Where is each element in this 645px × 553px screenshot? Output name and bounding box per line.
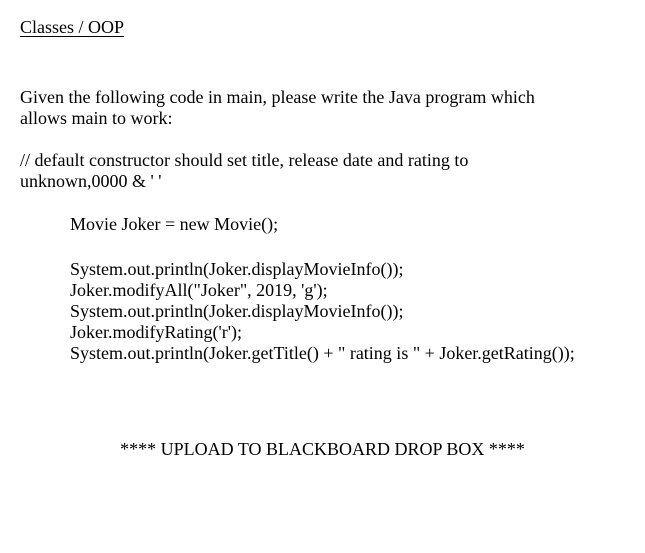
instructions-paragraph xyxy=(20,87,620,129)
code-line: Joker.modifyAll("Joker", 2019, 'g'); xyxy=(70,280,328,300)
constructor-comment xyxy=(20,150,620,192)
code-declaration: Movie Joker = new Movie(); xyxy=(70,214,279,234)
code-line: System.out.println(Joker.displayMovieInfo()); xyxy=(70,301,404,321)
upload-instruction xyxy=(0,439,645,460)
instructions-line-1: Given the following code in main, please write the Java program which xyxy=(20,87,535,107)
comment-line-2: unknown,0000 & ' ' xyxy=(20,171,162,191)
code-block xyxy=(70,259,575,364)
instructions-line-2: allows main to work: xyxy=(20,108,173,128)
section-heading: Classes / OOP xyxy=(20,17,125,37)
code-line: System.out.println(Joker.getTitle() + " rating is " + Joker.getRating()); xyxy=(70,343,575,363)
code-line: Joker.modifyRating('r'); xyxy=(70,322,242,342)
code-declaration-block xyxy=(70,214,278,235)
comment-line-1: // default constructor should set title, release date and rating to xyxy=(20,150,469,170)
code-line: System.out.println(Joker.displayMovieInfo()); xyxy=(70,259,404,279)
upload-instruction-text: **** UPLOAD TO BLACKBOARD DROP BOX **** xyxy=(120,439,525,459)
